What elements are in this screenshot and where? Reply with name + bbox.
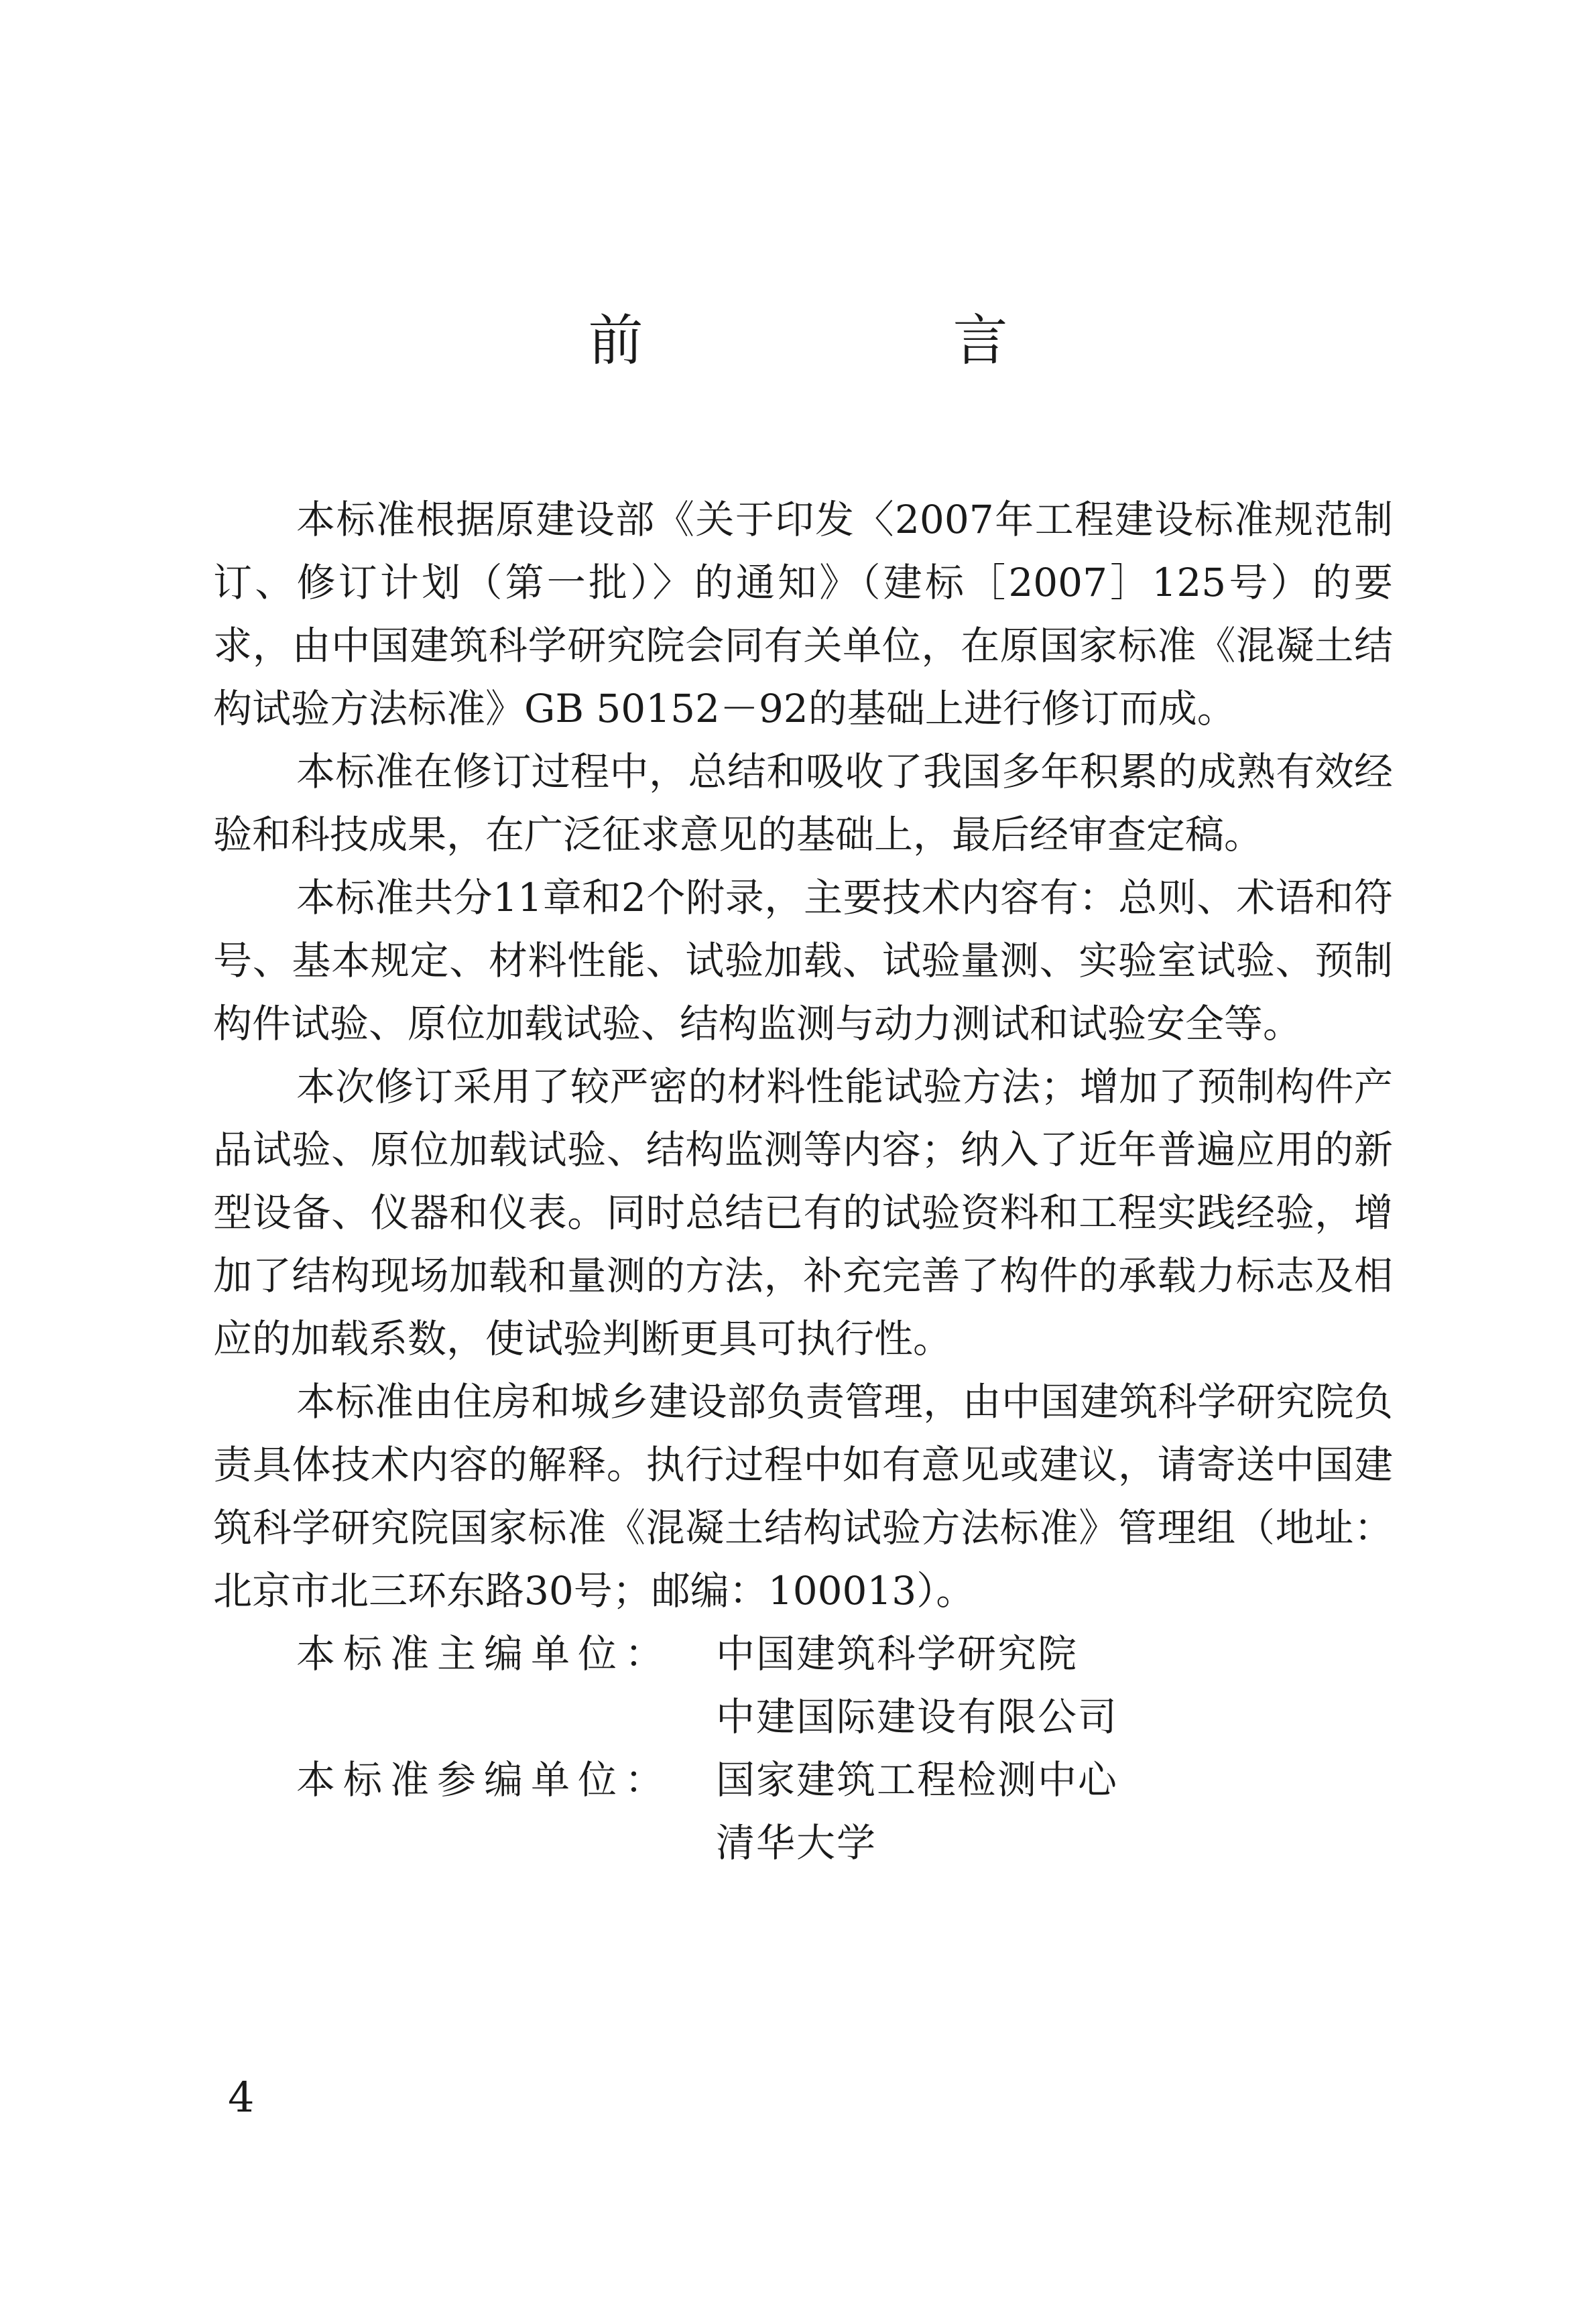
chief-unit-name: 中国建筑科学研究院 bbox=[716, 1631, 1079, 1677]
participating-units-label: 本标准参编单位： bbox=[296, 1757, 672, 1803]
page-title: 前 言 bbox=[588, 309, 1135, 373]
participating-units-row bbox=[213, 1748, 1393, 1874]
document-body bbox=[213, 488, 1393, 1874]
chief-units-list bbox=[716, 1622, 1118, 1748]
drafting-units bbox=[213, 1622, 1393, 1874]
chief-unit-name: 中建国际建设有限公司 bbox=[716, 1694, 1119, 1740]
chief-units-label: 本标准主编单位： bbox=[296, 1631, 672, 1677]
paragraph-basis: 本标准根据原建设部《关于印发〈2007年工程建设标准规范制订、修订计划（第一批）〉的通知》（建标［2007］125号）的要求，由中国建筑科学研究院会同有关单位，在原国家标准《混凝土结构试验方法标准》GB 50152－92的基础上进行修订而成。 bbox=[213, 497, 1393, 731]
page-number: 4 bbox=[228, 2073, 255, 2122]
paragraph-process: 本标准在修订过程中，总结和吸收了我国多年积累的成熟有效经验和科技成果，在广泛征求意见的基础上，最后经审查定稿。 bbox=[213, 749, 1393, 857]
paragraph-management: 本标准由住房和城乡建设部负责管理，由中国建筑科学研究院负责具体技术内容的解释。执行过程中如有意见或建议，请寄送中国建筑科学研究院国家标准《混凝土结构试验方法标准》管理组（地址：北京市北三环东路30号；邮编：100013）。 bbox=[213, 1379, 1393, 1614]
participating-units-list bbox=[716, 1748, 1118, 1874]
participating-unit-name: 清华大学 bbox=[716, 1820, 877, 1866]
paragraph-contents: 本标准共分11章和2个附录，主要技术内容有：总则、术语和符号、基本规定、材料性能、试验加载、试验量测、实验室试验、预制构件试验、原位加载试验、结构监测与动力测试和试验安全等。 bbox=[213, 875, 1393, 1046]
chief-units-row bbox=[213, 1622, 1393, 1748]
paragraph-revisions: 本次修订采用了较严密的材料性能试验方法；增加了预制构件产品试验、原位加载试验、结构监测等内容；纳入了近年普遍应用的新型设备、仪器和仪表。同时总结已有的试验资料和工程实践经验，增加了结构现场加载和量测的方法，补充完善了构件的承载力标志及相应的加载系数，使试验判断更具可执行性。 bbox=[213, 1064, 1393, 1361]
participating-unit-name: 国家建筑工程检测中心 bbox=[716, 1757, 1119, 1803]
